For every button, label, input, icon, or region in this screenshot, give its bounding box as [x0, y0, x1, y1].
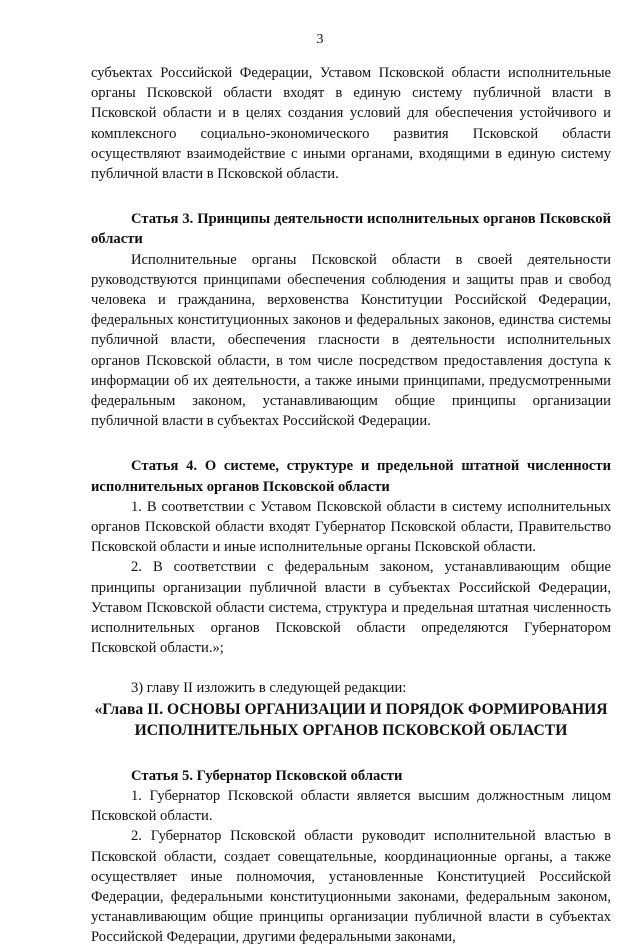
article-5-heading: Статья 5. Губернатор Псковской области: [131, 767, 403, 784]
article-4-heading: Статья 4. О системе, структуре и предельной штатной численности исполнительных органов Псковской области: [91, 458, 611, 495]
article-5-paragraph-2: 2. Губернатор Псковской области руководит исполнительной властью в Псковской области, создает совещательные, координационные органы, а также осуществляет иные полномочия, установленные Конституцией Российской Федерации, федеральными конституционными законами, федеральным законом, устанавливающим общие принципы организации публичной власти в субъектах Российской Федерации, другими федеральными законами,: [91, 828, 611, 946]
chapter-title-line-1: «Глава II. ОСНОВЫ ОРГАНИЗАЦИИ И ПОРЯДОК ФОРМИРОВАНИЯ: [94, 700, 608, 718]
document-body: [91, 63, 611, 948]
article-4-paragraph-1: 1. В соответствии с Уставом Псковской области в систему исполнительных органов Псковской области входят Губернатор Псковской области, Правительство Псковской области и иные исполнительные органы Псковской области.: [91, 498, 611, 556]
chapter-title-line-2: ИСПОЛНИТЕЛЬНЫХ ОРГАНОВ ПСКОВСКОЙ ОБЛАСТИ: [134, 721, 568, 739]
article-5-paragraph-1: 1. Губернатор Псковской области является высшим должностным лицом Псковской области.: [91, 787, 611, 825]
amendment-line: 3) главу II изложить в следующей редакции:: [131, 680, 407, 697]
article-3-text: Исполнительные органы Псковской области в своей деятельности руководствуются принципами обеспечения соблюдения и защиты прав и свобод человека и гражданина, верховенства Конституции Российской Федерации, федеральных конституционных законов и федеральных законов, единства системы публичной власти, обеспечения гласности в деятельности исполнительных органов Псковской области, в том числе посредством предоставления доступа к информации об их деятельности, а также иными принципами, предусмотренными федеральным законом, устанавливающим общие принципы организации публичной власти в субъектах Российской Федерации.: [91, 251, 611, 430]
page-number: 3: [316, 32, 324, 47]
article-3-heading: Статья 3. Принципы деятельности исполнительных органов Псковской области: [91, 211, 611, 248]
intro-paragraph: субъектах Российской Федерации, Уставом Псковской области исполнительные органы Псковской области входят в единую систему публичной власти в Псковской области и в целях создания условий для обеспечения устойчивого и комплексного социально-экономического развития Псковской области осуществляют взаимодействие с иными органами, входящими в единую систему публичной власти в Псковской области.: [91, 65, 611, 183]
article-4-paragraph-2: 2. В соответствии с федеральным законом, устанавливающим общие принципы организации публичной власти в субъектах Российской Федерации, Уставом Псковской области система, структура и предельная штатная численность исполнительных органов Псковской области определяются Губернатором Псковской области.»;: [91, 559, 611, 657]
